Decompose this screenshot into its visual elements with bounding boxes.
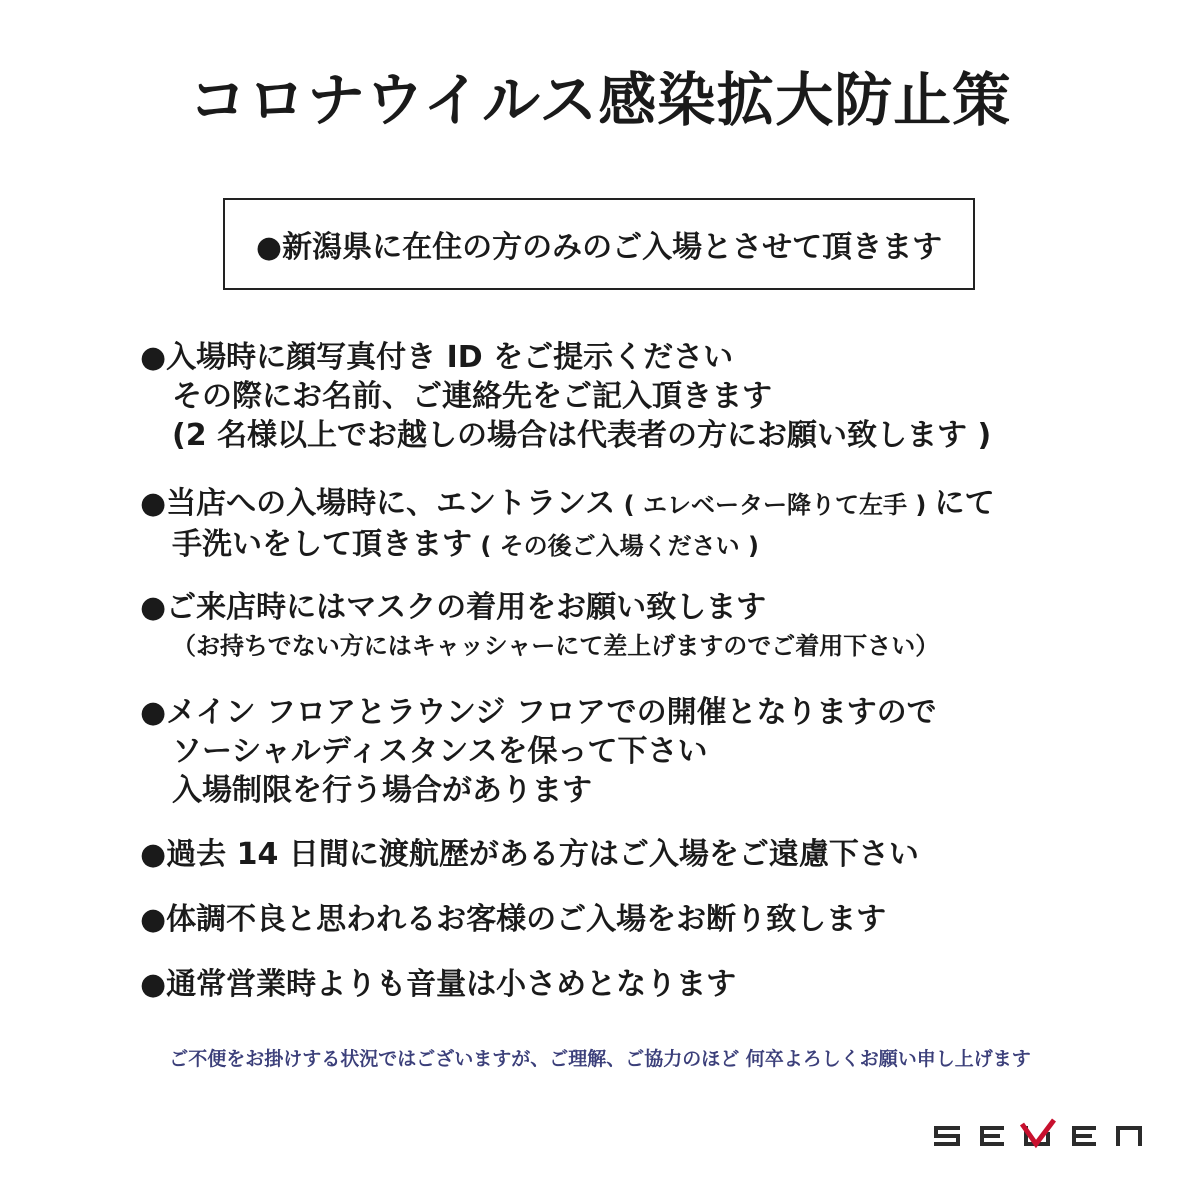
rule-line: ●通常営業時よりも音量は小さめとなります	[140, 967, 737, 1002]
rule-text: にて	[934, 486, 995, 521]
page-title: コロナウイルス感染拡大防止策	[188, 66, 1012, 134]
rule-text: 手洗いをして頂きます	[172, 527, 472, 562]
footer-message: ご不便をお掛けする状況ではございますが、ご理解、ご協力のほど 何卒よろしくお願い申し上げます	[169, 1048, 1031, 1070]
rule-line	[140, 525, 1160, 566]
rule-line: ●過去 14 日間に渡航歴がある方はご入場をご遠慮下さい	[140, 837, 919, 872]
rule-note: ( その後ご入場ください )	[472, 532, 760, 560]
rule-text: ●当店への入場時に、エントランス	[140, 486, 616, 521]
rule-distance	[140, 693, 1160, 810]
rule-travel	[140, 835, 1160, 874]
rule-line: 入場制限を行う場合があります	[172, 773, 592, 808]
rule-line: ●ご来店時にはマスクの着用をお願い致します	[140, 590, 767, 625]
rule-volume	[140, 965, 1160, 1004]
rule-line: ●入場時に顔写真付き ID をご提示ください	[140, 340, 734, 375]
rule-line: （お持ちでない方にはキャッシャーにて差上げますのでご着用下さい）	[172, 632, 940, 660]
notice-box	[223, 198, 975, 290]
rule-line: (2 名様以上でお越しの場合は代表者の方にお願い致します )	[172, 418, 992, 453]
rule-line: ●体調不良と思われるお客様のご入場をお断り致します	[140, 902, 887, 937]
notice-text: ●新潟県に在住の方のみのご入場とさせて頂きます	[255, 230, 943, 265]
rule-health	[140, 900, 1160, 939]
rule-id-check	[140, 338, 1160, 455]
rule-note: ( エレベーター降りて左手 )	[615, 491, 935, 519]
logo-text: SEVEN	[932, 1118, 936, 1119]
rule-handwash	[140, 484, 1160, 566]
rule-line	[140, 484, 1160, 525]
rule-line: その際にお名前、ご連絡先をご記入頂きます	[172, 379, 772, 414]
seven-logo	[932, 1118, 1147, 1152]
rule-mask	[140, 588, 1160, 666]
rule-line: ●メイン フロアとラウンジ フロアでの開催となりますので	[140, 695, 937, 730]
rule-line: ソーシャルディスタンスを保って下さい	[172, 734, 708, 769]
